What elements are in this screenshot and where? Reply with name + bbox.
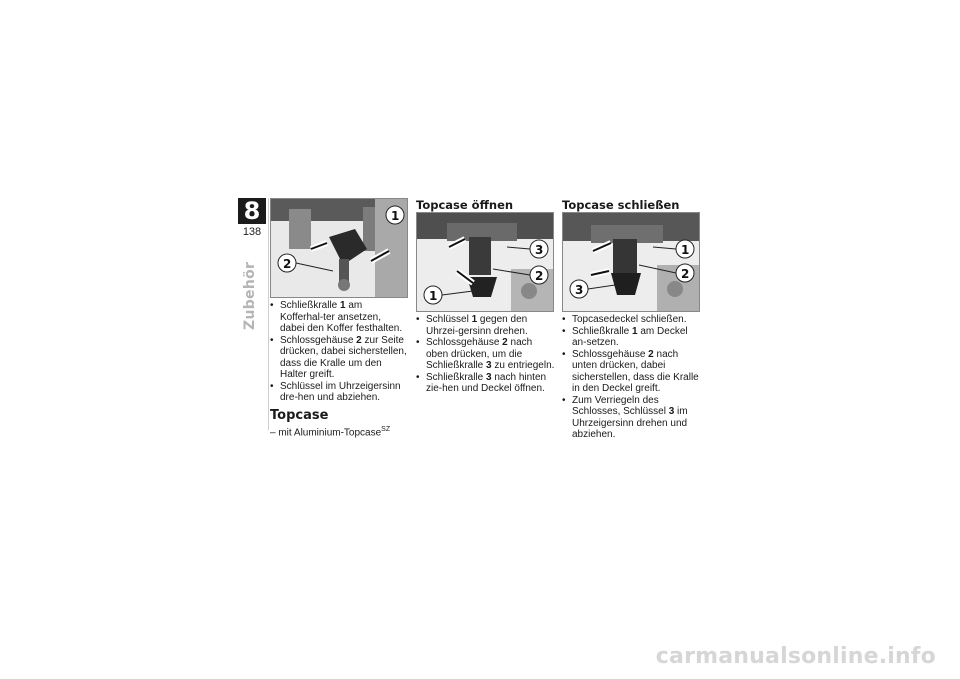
figure-callout: 1 <box>681 243 690 257</box>
figure-callout: 1 <box>391 209 400 223</box>
instruction-list <box>270 300 408 404</box>
divider <box>268 198 269 430</box>
figure-topcase-attach <box>270 198 408 298</box>
list-item: • Topcasedeckel schließen. <box>562 314 704 326</box>
section-heading-topcase: Topcase <box>270 408 329 423</box>
figure-callout: 2 <box>681 267 690 281</box>
figure-callout: 3 <box>535 243 544 257</box>
instruction-list <box>416 314 556 395</box>
list-item: • Schlossgehäuse 2 zur Seite drücken, dabei sicherstellen, dass die Kralle um den Halter greift. <box>270 335 408 381</box>
list-item: • Schlüssel im Uhrzeigersinn dre-hen und abziehen. <box>270 381 408 404</box>
page-number: 138 <box>242 226 262 238</box>
heading-topcase-open: Topcase öffnen <box>416 198 514 212</box>
instruction-list <box>562 314 704 441</box>
list-item: • Schließkralle 1 am Kofferhal-ter ansetzen, dabei den Koffer festhalten. <box>270 300 408 335</box>
list-item: • Schließkralle 3 nach hinten zie-hen und Deckel öffnen. <box>416 372 556 395</box>
list-item: • Schließkralle 1 am Deckel an-setzen. <box>562 326 704 349</box>
figure-callout: 3 <box>575 283 584 297</box>
figure-callout: 2 <box>283 257 292 271</box>
variant-note: – mit Aluminium-Topcase$^{SZ}$ <box>270 426 391 439</box>
section-label: Zubehör <box>242 261 258 330</box>
watermark: carmanualsonline.info <box>655 644 936 669</box>
list-item: • Zum Verriegeln des Schlosses, Schlüssel 3 im Uhrzeigersinn drehen und abziehen. <box>562 395 704 441</box>
list-item: • Schlüssel 1 gegen den Uhrzei-gersinn drehen. <box>416 314 556 337</box>
list-item: • Schlossgehäuse 2 nach unten drücken, dabei sicherstellen, dass die Kralle in den Deckel greift. <box>562 349 704 395</box>
list-item: • Schlossgehäuse 2 nach oben drücken, um die Schließkralle 3 zu entriegeln. <box>416 337 556 372</box>
figure-callout: 1 <box>429 289 438 303</box>
figure-topcase-open <box>416 212 554 312</box>
figure-callout: 2 <box>535 269 544 283</box>
chapter-number: 8 <box>238 198 266 224</box>
heading-topcase-close: Topcase schließen <box>562 198 680 212</box>
figure-topcase-close <box>562 212 700 312</box>
